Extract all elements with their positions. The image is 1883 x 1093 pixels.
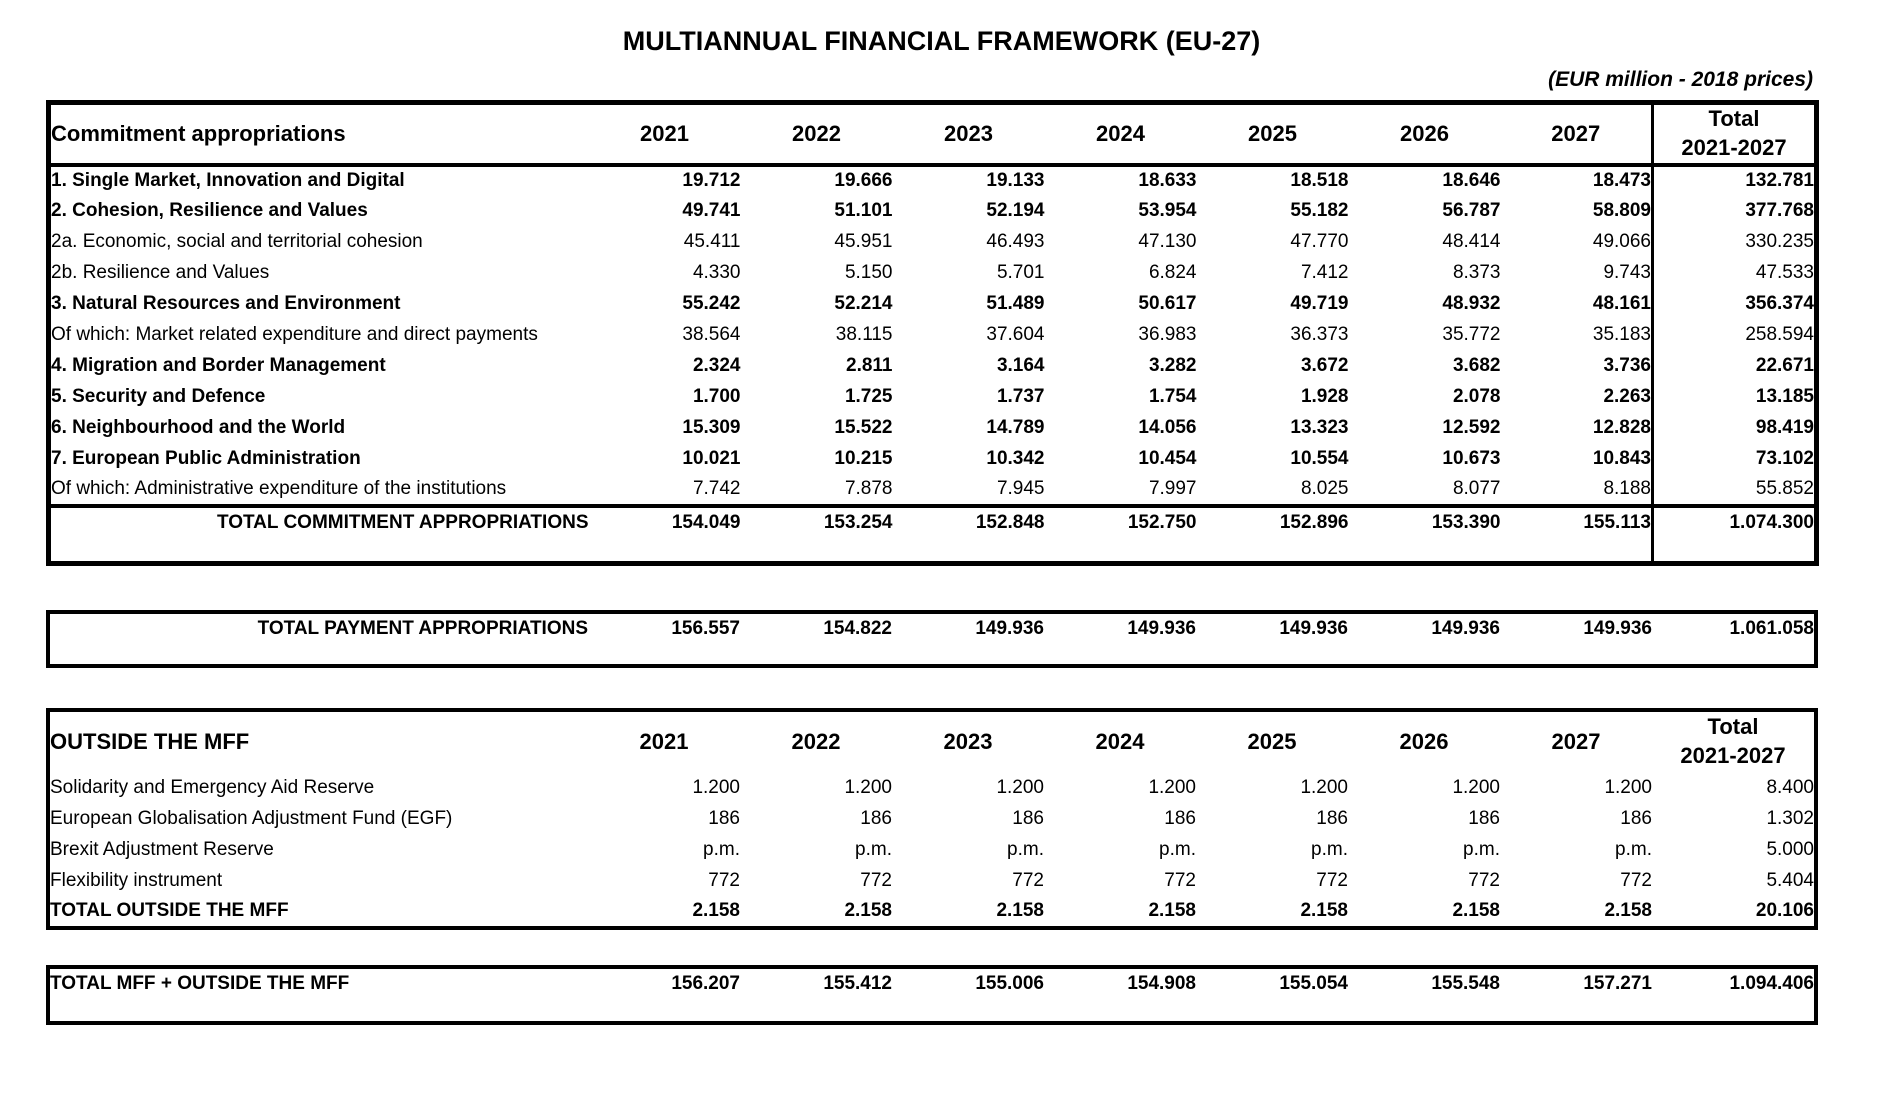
spacer-row xyxy=(48,999,1816,1023)
cell-value: 186 xyxy=(860,807,892,829)
cell-value: p.m. xyxy=(855,838,892,860)
cell-value: 1.200 xyxy=(1452,776,1500,798)
cell-value: 186 xyxy=(1012,807,1044,829)
page-title: MULTIANNUAL FINANCIAL FRAMEWORK (EU-27) xyxy=(622,26,1261,56)
cell-value: 186 xyxy=(1620,807,1652,829)
cell-value: 153.390 xyxy=(1349,506,1501,538)
cell-value: 14.789 xyxy=(986,417,1045,438)
table-row xyxy=(49,382,1817,413)
total-commitments-row xyxy=(49,506,1817,538)
cell-value: 52.214 xyxy=(834,293,893,314)
cell-value: 10.454 xyxy=(1138,448,1197,469)
row-total: 1.302 xyxy=(1766,807,1814,829)
table-row xyxy=(49,227,1817,258)
row-label: 2a. Economic, social and territorial cohesion xyxy=(51,231,423,252)
row-total: 5.404 xyxy=(1766,869,1814,891)
cell-value: 51.489 xyxy=(986,293,1045,314)
row-label: 7. European Public Administration xyxy=(51,448,361,469)
cell-value: 152.750 xyxy=(1045,506,1197,538)
cell-value: 8.373 xyxy=(1452,262,1501,283)
cell-value: 56.787 xyxy=(1442,200,1501,221)
table-row xyxy=(49,196,1817,227)
cell-value: 8.025 xyxy=(1300,478,1349,499)
cell-value: 156.207 xyxy=(671,973,740,994)
cell-value: p.m. xyxy=(703,838,740,860)
column-header-year: 2022 xyxy=(791,729,841,754)
cell-value: 10.342 xyxy=(986,448,1045,469)
cell-value: 772 xyxy=(1164,869,1196,891)
cell-value: 19.712 xyxy=(682,170,741,191)
cell-value: 12.592 xyxy=(1442,417,1501,438)
cell-value: p.m. xyxy=(1159,838,1196,860)
row-label: Flexibility instrument xyxy=(50,869,223,891)
cell-value: 18.473 xyxy=(1592,170,1651,191)
row-total: 258.594 xyxy=(1653,320,1817,351)
cell-value: 7.945 xyxy=(996,478,1045,499)
column-header-year: 2023 xyxy=(943,729,993,754)
column-header-total xyxy=(1653,103,1817,165)
cell-value: 186 xyxy=(1316,807,1348,829)
cell-value: 49.741 xyxy=(682,200,741,221)
commitments-table xyxy=(46,100,1819,566)
cell-value: 1.928 xyxy=(1300,386,1349,407)
row-label: TOTAL OUTSIDE THE MFF xyxy=(50,900,289,921)
cell-value: 45.411 xyxy=(683,231,741,252)
row-total: 356.374 xyxy=(1653,289,1817,320)
cell-value: 2.158 xyxy=(844,900,892,921)
commitments-header-row xyxy=(49,103,1817,165)
cell-value: 8.077 xyxy=(1452,478,1501,499)
cell-value: 36.373 xyxy=(1290,324,1349,345)
total-outside-row xyxy=(48,896,1816,928)
cell-value: 7.997 xyxy=(1148,478,1197,499)
payments-table xyxy=(46,610,1818,668)
table-row xyxy=(48,803,1816,834)
outside-mff-table xyxy=(46,708,1818,930)
cell-value: 2.324 xyxy=(692,355,741,376)
cell-value: 45.951 xyxy=(834,231,893,252)
cell-value: 5.701 xyxy=(996,262,1045,283)
cell-value: 2.158 xyxy=(1604,900,1652,921)
cell-value: 37.604 xyxy=(986,324,1045,345)
cell-value: 1.725 xyxy=(844,386,893,407)
column-header-year: 2023 xyxy=(944,120,993,146)
cell-value: 15.522 xyxy=(834,417,893,438)
row-label: 5. Security and Defence xyxy=(51,386,266,407)
cell-value: 3.282 xyxy=(1148,355,1197,376)
cell-value: 1.737 xyxy=(996,386,1045,407)
row-total: 20.106 xyxy=(1755,900,1814,921)
cell-value: 772 xyxy=(1620,869,1652,891)
table-row xyxy=(48,834,1816,865)
cell-value: 38.564 xyxy=(682,324,741,345)
cell-value: 12.828 xyxy=(1592,417,1651,438)
table-row xyxy=(49,165,1817,196)
cell-value: 772 xyxy=(1316,869,1348,891)
cell-value: 5.150 xyxy=(844,262,893,283)
cell-value: 38.115 xyxy=(835,324,893,345)
cell-value: 10.843 xyxy=(1592,448,1651,469)
cell-value: 3.682 xyxy=(1452,355,1501,376)
column-header-label: OUTSIDE THE MFF xyxy=(50,729,250,754)
cell-value: 51.101 xyxy=(834,200,893,221)
cell-value: 48.161 xyxy=(1592,293,1651,314)
column-header-year: 2025 xyxy=(1248,120,1297,146)
cell-value: p.m. xyxy=(1007,838,1044,860)
cell-value: 19.133 xyxy=(986,170,1045,191)
row-label: TOTAL COMMITMENT APPROPRIATIONS xyxy=(49,506,589,538)
cell-value: 53.954 xyxy=(1138,200,1197,221)
cell-value: 1.200 xyxy=(996,776,1044,798)
cell-value: 35.772 xyxy=(1442,324,1501,345)
row-total: 13.185 xyxy=(1653,382,1817,413)
cell-value: 52.194 xyxy=(986,200,1045,221)
cell-value: 10.554 xyxy=(1290,448,1349,469)
row-label: Solidarity and Emergency Aid Reserve xyxy=(50,776,375,798)
column-header-year: 2021 xyxy=(639,729,689,754)
cell-value: 4.330 xyxy=(692,262,741,283)
table-row xyxy=(49,320,1817,351)
table-row xyxy=(48,865,1816,896)
row-total: 8.400 xyxy=(1766,776,1814,798)
cell-value: 18.633 xyxy=(1138,170,1197,191)
cell-value: 155.006 xyxy=(975,973,1044,994)
cell-value: 7.412 xyxy=(1300,262,1349,283)
column-header-year: 2026 xyxy=(1399,729,1449,754)
cell-value: 49.719 xyxy=(1290,293,1349,314)
table-row xyxy=(49,475,1817,506)
grand-total-row xyxy=(48,967,1816,999)
row-total: 22.671 xyxy=(1653,351,1817,382)
cell-value: 58.809 xyxy=(1592,200,1651,221)
spacer-row xyxy=(49,538,1817,564)
cell-value: 2.078 xyxy=(1452,386,1501,407)
cell-value: 1.754 xyxy=(1148,386,1197,407)
cell-value: 1.200 xyxy=(844,776,892,798)
cell-value: 7.878 xyxy=(844,478,893,499)
cell-value: 10.673 xyxy=(1442,448,1501,469)
cell-value: 10.215 xyxy=(834,448,893,469)
row-label: Of which: Administrative expenditure of the institutions xyxy=(51,478,507,499)
cell-value: 18.646 xyxy=(1442,170,1501,191)
cell-value: p.m. xyxy=(1615,838,1652,860)
cell-value: 2.158 xyxy=(1452,900,1500,921)
units-note: (EUR million - 2018 prices) xyxy=(1548,68,1813,91)
cell-value: 35.183 xyxy=(1592,324,1651,345)
cell-value: 1.200 xyxy=(1604,776,1652,798)
row-label: 4. Migration and Border Management xyxy=(51,355,386,376)
table-row xyxy=(49,444,1817,475)
cell-value: 36.983 xyxy=(1138,324,1197,345)
cell-value: 7.742 xyxy=(692,478,741,499)
row-total: 1.074.300 xyxy=(1653,506,1817,538)
outside-header-row xyxy=(48,710,1816,772)
row-label: 2. Cohesion, Resilience and Values xyxy=(51,200,368,221)
column-header-total xyxy=(1652,710,1816,772)
cell-value: 149.936 xyxy=(1583,618,1652,639)
cell-value: 154.822 xyxy=(823,618,892,639)
column-header-year: 2022 xyxy=(792,120,841,146)
grand-total-table xyxy=(46,965,1818,1025)
cell-value: 156.557 xyxy=(671,618,740,639)
cell-value: 47.130 xyxy=(1138,231,1197,252)
table-row xyxy=(49,258,1817,289)
row-total: 330.235 xyxy=(1653,227,1817,258)
column-header-year: 2026 xyxy=(1400,120,1449,146)
row-label: TOTAL MFF + OUTSIDE THE MFF xyxy=(50,973,350,994)
cell-value: 50.617 xyxy=(1138,293,1197,314)
cell-value: 186 xyxy=(708,807,740,829)
cell-value: 152.848 xyxy=(893,506,1045,538)
cell-value: 1.700 xyxy=(692,386,741,407)
cell-value: 149.936 xyxy=(1127,618,1196,639)
cell-value: 772 xyxy=(1468,869,1500,891)
column-header-year: 2025 xyxy=(1247,729,1297,754)
cell-value: 1.200 xyxy=(1300,776,1348,798)
cell-value: 772 xyxy=(708,869,740,891)
cell-value: 2.158 xyxy=(996,900,1044,921)
column-header-total-line2: 2021-2027 xyxy=(1681,134,1787,160)
row-label: European Globalisation Adjustment Fund (EGF) xyxy=(50,807,453,829)
column-header-year: 2027 xyxy=(1551,729,1601,754)
cell-value: 13.323 xyxy=(1290,417,1349,438)
cell-value: 2.158 xyxy=(1148,900,1196,921)
cell-value: 48.414 xyxy=(1442,231,1501,252)
cell-value: 149.936 xyxy=(1431,618,1500,639)
row-label: Brexit Adjustment Reserve xyxy=(50,838,274,860)
cell-value: 55.242 xyxy=(682,293,741,314)
spacer-row xyxy=(48,644,1816,666)
row-total: 5.000 xyxy=(1766,838,1814,860)
table-row xyxy=(49,351,1817,382)
column-header-total-line1: Total xyxy=(1708,106,1760,132)
table-row xyxy=(49,289,1817,320)
cell-value: 772 xyxy=(1012,869,1044,891)
row-label: 6. Neighbourhood and the World xyxy=(51,417,346,438)
cell-value: 55.182 xyxy=(1290,200,1349,221)
column-header-year: 2021 xyxy=(640,120,689,146)
total-payments-row xyxy=(48,612,1816,644)
row-total: 55.852 xyxy=(1653,475,1817,506)
cell-value: 46.493 xyxy=(986,231,1045,252)
column-header-year: 2024 xyxy=(1096,120,1145,146)
cell-value: 155.054 xyxy=(1279,973,1348,994)
row-label: 3. Natural Resources and Environment xyxy=(51,293,401,314)
cell-value: 157.271 xyxy=(1583,973,1652,994)
cell-value: 6.824 xyxy=(1148,262,1197,283)
table-row xyxy=(48,772,1816,803)
cell-value: 3.672 xyxy=(1300,355,1349,376)
cell-value: 154.049 xyxy=(589,506,741,538)
row-total: 47.533 xyxy=(1653,258,1817,289)
row-total: 1.094.406 xyxy=(1729,973,1814,994)
cell-value: 19.666 xyxy=(834,170,893,191)
cell-value: 155.412 xyxy=(823,973,892,994)
cell-value: 2.158 xyxy=(692,900,740,921)
column-header-total-line2: 2021-2027 xyxy=(1680,743,1786,768)
cell-value: 8.188 xyxy=(1603,478,1651,499)
cell-value: 186 xyxy=(1164,807,1196,829)
row-label: Of which: Market related expenditure and direct payments xyxy=(51,324,538,345)
cell-value: 155.113 xyxy=(1501,506,1653,538)
column-header-total-line1: Total xyxy=(1707,714,1759,740)
cell-value: 14.056 xyxy=(1138,417,1197,438)
cell-value: 9.743 xyxy=(1603,262,1651,283)
cell-value: 2.263 xyxy=(1603,386,1651,407)
row-label: 2b. Resilience and Values xyxy=(51,262,270,283)
cell-value: 152.896 xyxy=(1197,506,1349,538)
cell-value: 186 xyxy=(1468,807,1500,829)
row-total: 73.102 xyxy=(1653,444,1817,475)
row-label: 1. Single Market, Innovation and Digital xyxy=(51,170,405,191)
cell-value: p.m. xyxy=(1311,838,1348,860)
cell-value: 2.158 xyxy=(1300,900,1348,921)
cell-value: 10.021 xyxy=(682,448,741,469)
cell-value: 3.164 xyxy=(996,355,1045,376)
cell-value: 1.200 xyxy=(1148,776,1196,798)
row-total: 377.768 xyxy=(1653,196,1817,227)
cell-value: 155.548 xyxy=(1431,973,1500,994)
cell-value: 1.200 xyxy=(692,776,740,798)
cell-value: p.m. xyxy=(1463,838,1500,860)
cell-value: 153.254 xyxy=(741,506,893,538)
row-label: TOTAL PAYMENT APPROPRIATIONS xyxy=(257,618,588,639)
cell-value: 149.936 xyxy=(1279,618,1348,639)
row-total: 1.061.058 xyxy=(1729,618,1814,639)
cell-value: 49.066 xyxy=(1592,231,1651,252)
column-header-year: 2024 xyxy=(1095,729,1145,754)
cell-value: 3.736 xyxy=(1603,355,1651,376)
row-total: 132.781 xyxy=(1653,165,1817,196)
cell-value: 149.936 xyxy=(975,618,1044,639)
cell-value: 18.518 xyxy=(1290,170,1349,191)
row-total: 98.419 xyxy=(1653,413,1817,444)
cell-value: 772 xyxy=(860,869,892,891)
table-row xyxy=(49,413,1817,444)
column-header-year: 2027 xyxy=(1551,120,1601,146)
cell-value: 2.811 xyxy=(846,355,893,376)
cell-value: 47.770 xyxy=(1290,231,1349,252)
column-header-label: Commitment appropriations xyxy=(51,120,346,146)
cell-value: 15.309 xyxy=(682,417,741,438)
cell-value: 48.932 xyxy=(1442,293,1501,314)
cell-value: 154.908 xyxy=(1127,973,1196,994)
